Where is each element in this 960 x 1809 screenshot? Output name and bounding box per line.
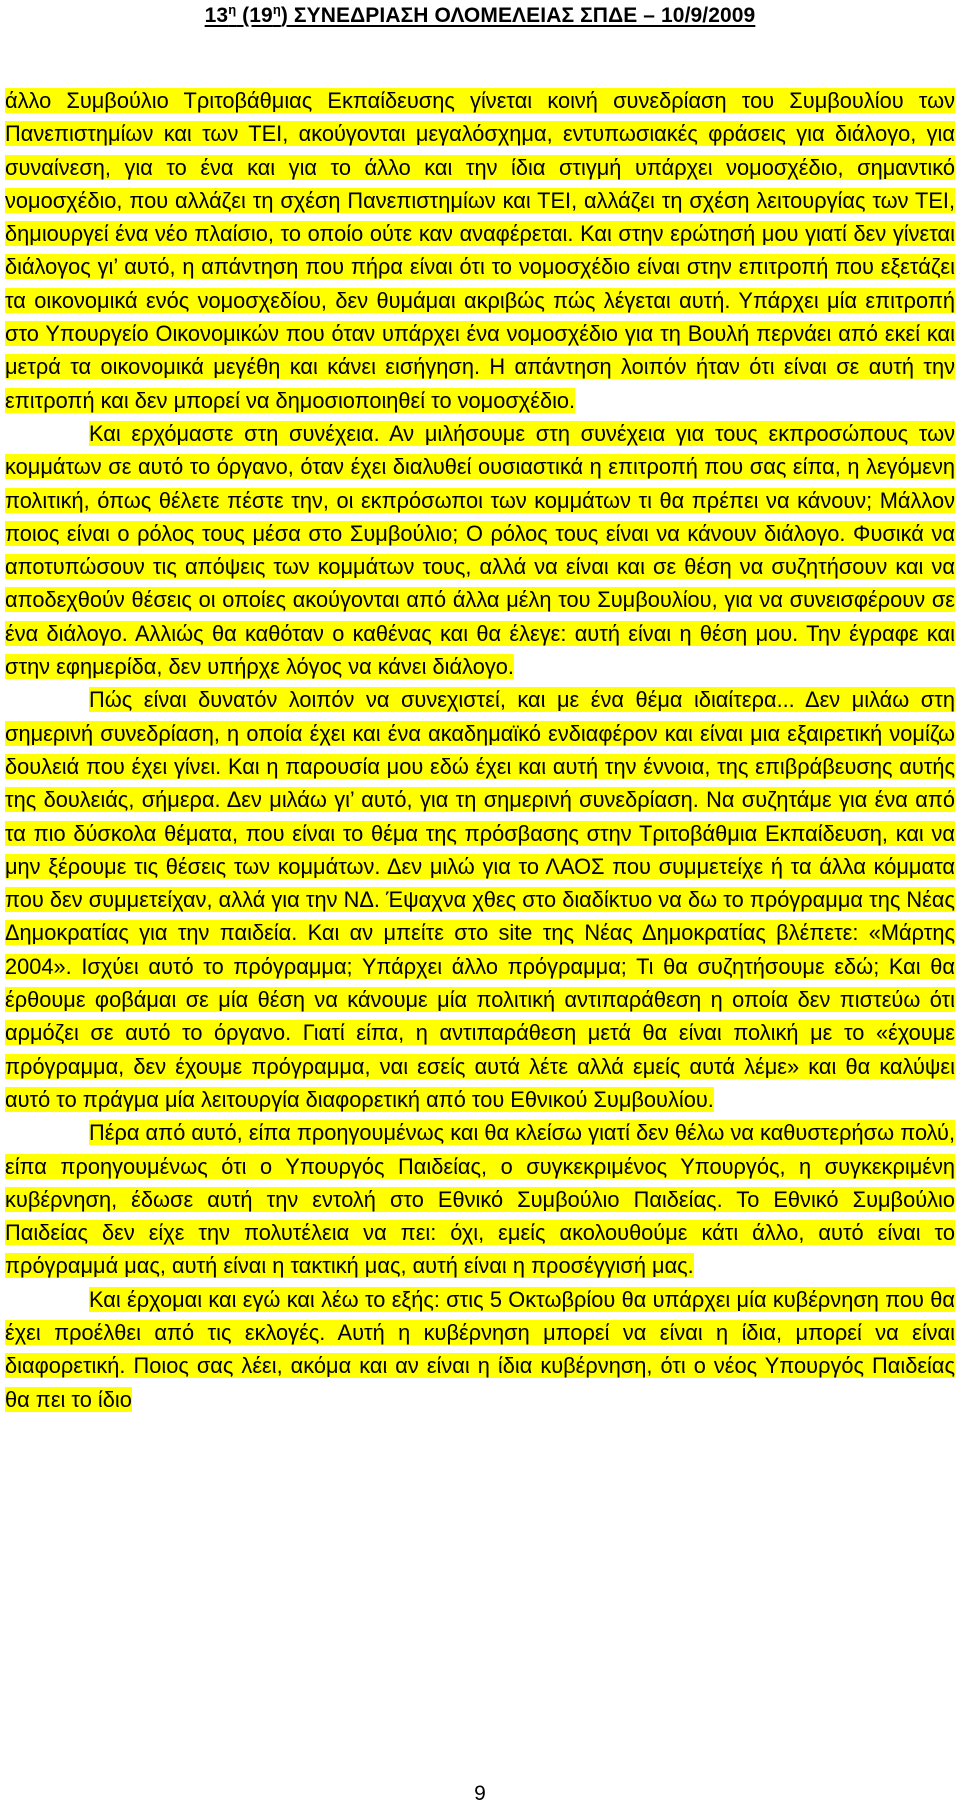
page-number: 9 (474, 1782, 486, 1805)
paragraph-5 (5, 1283, 955, 1416)
highlighted-text: Και έρχομαι και εγώ και λέω το εξής: στις 5 Οκτωβρίου θα υπάρχει μία κυβέρνηση που θα έχει προέλθει από τις εκλογές. Αυτή η κυβέρνηση μπορεί να είναι η ίδια, μπορεί να είναι διαφορετική. Ποιος σας λέει, ακόμα και αν είναι η ίδια κυβέρνηση, ότι ο νέος Υπουργός Παιδείας θα πει το ίδιο (5, 1286, 955, 1412)
paragraph-1 (5, 84, 955, 417)
paragraph-2 (5, 417, 955, 683)
page-header (0, 2, 960, 28)
highlighted-text: Και ερχόμαστε στη συνέχεια. Αν μιλήσουμε στη συνέχεια για τους εκπροσώπους των κομμάτων σε αυτό το όργανο, όταν έχει διαλυθεί ουσιαστικά η επιτροπή που σας είπα, η λεγόμενη πολιτική, όπως θέλετε πέστε την, οι εκπρόσωποι των κομμάτων τι θα πρέπει να κάνουν; Μάλλον ποιος είναι ο ρόλος τους μέσα στο Συμβούλιο; Ο ρόλος τους είναι να κάνουν διάλογο. Φυσικά να αποτυπώσουν τις απόψεις των κομμάτων τους, αλλά να είναι και σε θέση να συζητήσουν και να αποδεχθούν θέσεις οι οποίες ακούγονται από άλλα μέλη του Συμβουλίου, για να συνεισφέρουν σε ένα διάλογο. Αλλιώς θα καθόταν ο καθένας και θα έλεγε: αυτή είναι η θέση μου. Την έγραφε και στην εφημερίδα, δεν υπήρχε λόγος να κάνει διάλογο. (5, 420, 955, 680)
paragraph-3 (5, 683, 955, 1116)
highlighted-text: Πώς είναι δυνατόν λοιπόν να συνεχιστεί, και με ένα θέμα ιδιαίτερα... Δεν μιλάω στη σημερινή συνεδρίαση, η οποία έχει και ένα ακαδημαϊκό ενδιαφέρον και είναι μια εξαιρετική νομίζω δουλειά που έχει γίνει. Και η παρουσία μου εδώ έχει και αυτή την έννοια, της επιβράβευσης αυτής της δουλειάς, σήμερα. Δεν μιλάω γι’ αυτό, για τη σημερινή συνεδρίαση. Να συζητάμε για ένα από τα πιο δύσκολα θέματα, που είναι το θέμα της πρόσβασης στην Τριτοβάθμια Εκπαίδευση, και να μην ξέρουμε τις θέσεις των κομμάτων. Δεν μιλώ για το ΛΑΟΣ που συμμετείχε ή τα άλλα κόμματα που δεν συμμετείχαν, αλλά για την ΝΔ. Έψαχνα χθες στο διαδίκτυο να δω το πρόγραμμα της Νέας Δημοκρατίας για την παιδεία. Και αν μπείτε στο site της Νέας Δημοκρατίας βλέπετε: «Μάρτης 2004». Ισχύει αυτό το πρόγραμμα; Υπάρχει άλλο πρόγραμμα; Τι θα συζητήσουμε εδώ; Και θα έρθουμε φοβάμαι σε μία θέση να κάνουμε μία πολιτική αντιπαράθεση η οποία δεν πιστεύω ότι αρμόζει σε αυτό το όργανο. Γιατί είπα, η αντιπαράθεση μετά θα είναι πολική με το «έχουμε πρόγραμμα, δεν έχουμε πρόγραμμα, ναι εσείς αυτά λέτε αλλά εμείς αυτά λέμε» και θα καλύψει αυτό το πράγμα μία λειτουργία διαφορετική από του Εθνικού Συμβουλίου. (5, 687, 955, 1112)
session-title: $13^\eta$ $(19^\eta)$ ΣΥΝΕΔΡΙΑΣΗ ΟΛΟΜΕΛΕΙΑΣ ΣΠΔΕ – 10/9/2009 (204, 2, 756, 27)
transcript-body (5, 84, 955, 1416)
paragraph-4 (5, 1116, 955, 1282)
highlighted-text: Πέρα από αυτό, είπα προηγουμένως και θα κλείσω γιατί δεν θέλω να καθυστερήσω πολύ, είπα προηγουμένως ότι ο Υπουργός Παιδείας, ο συγκεκριμένος Υπουργός, η συγκεκριμένη κυβέρνηση, έδωσε αυτή την εντολή στο Εθνικό Συμβούλιο Παιδείας. Το Εθνικό Συμβούλιο Παιδείας δεν είχε την πολυτέλεια να πει: όχι, εμείς ακολουθούμε κάτι άλλο, αυτό είναι το πρόγραμμά μας, αυτή είναι η τακτική μας, αυτή είναι η προσέγγισή μας. (5, 1120, 955, 1279)
highlighted-text: άλλο Συμβούλιο Τριτοβάθμιας Εκπαίδευσης γίνεται κοινή συνεδρίαση του Συμβουλίου των Πανεπιστημίων και των ΤΕΙ, ακούγονται μεγαλόσχημα, εντυπωσιακές φράσεις για διάλογο, για συναίνεση, για το ένα και για το άλλο και την ίδια στιγμή υπάρχει νομοσχέδιο, σημαντικό νομοσχέδιο, που αλλάζει τη σχέση Πανεπιστημίων και ΤΕΙ, αλλάζει τη σχέση λειτουργίας των ΤΕΙ, δημιουργεί ένα νέο πλαίσιο, το οποίο ούτε καν αναφέρεται. Και στην ερώτησή μου γιατί δεν γίνεται διάλογος γι’ αυτό, η απάντηση που πήρα είναι ότι το νομοσχέδιο είναι στην επιτροπή που εξετάζει τα οικονομικά ενός νομοσχεδίου, δεν θυμάμαι ακριβώς πώς λέγεται αυτή. Υπάρχει μία επιτροπή στο Υπουργείο Οικονομικών που όταν υπάρχει ένα νομοσχέδιο για τη Βουλή περνάει από εκεί και μετρά τα οικονομικά μεγέθη και κάνει εισήγηση. Η απάντηση λοιπόν ήταν ότι είναι σε αυτή την επιτροπή και δεν μπορεί να δημοσιοποιηθεί το νομοσχέδιο. (5, 88, 955, 413)
